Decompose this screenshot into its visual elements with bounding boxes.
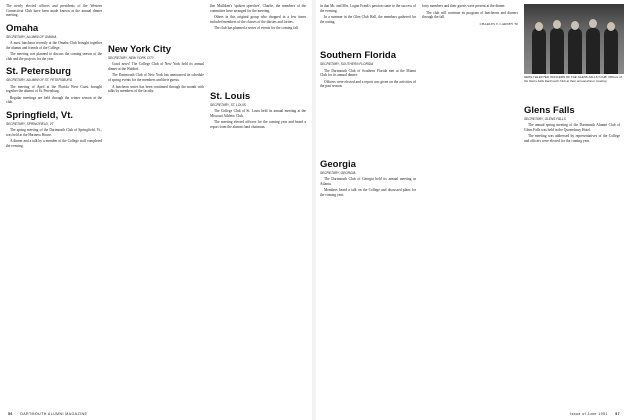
paragraph: Regular meetings are held through the winter season at the club. xyxy=(6,95,102,105)
paragraph: The meeting was planned to discuss the coming season of the club and the projects for the year. xyxy=(6,52,102,61)
section-title-omaha: Omaha xyxy=(6,22,39,34)
section-title-st-louis: St. Louis xyxy=(210,90,251,102)
paragraph: The annual spring meeting of the Dartmouth Alumni Club of Glens Falls was held in the Queensbury Hotel. xyxy=(524,123,620,132)
paragraph: The College Club of St. Louis held its annual meeting at the Missouri Athletic Club. xyxy=(210,109,306,118)
section-title-glens-falls: Glens Falls xyxy=(524,105,575,116)
byline: SECRETARY, SOUTHERN FLORIDA xyxy=(320,62,374,67)
footer-issue: Issue of June 1951 xyxy=(570,412,608,416)
paragraph: The club will continue its program of luncheons and dinners through the fall. xyxy=(422,10,518,20)
paragraph: in that Mr. and Mrs. Logan Frank's passion came to the success of the evening. xyxy=(320,4,416,13)
left-col-2 xyxy=(108,4,204,96)
left-col-3 xyxy=(210,4,306,132)
right-page xyxy=(316,0,628,420)
paragraph: The spring meeting of the Dartmouth Club of Springfield, Vt., was held at the Hartness House. xyxy=(6,128,102,137)
byline: SECRETARY, GEORGIA xyxy=(320,170,356,175)
paragraph: The meeting was addressed by representatives of the College and officers were elected for the coming year. xyxy=(524,134,620,143)
paragraph: Jim Mulliken's 'spoken speeches', Charlie, the members of the committee have arranged for the meeting. xyxy=(210,4,306,13)
right-col-2 xyxy=(422,4,518,28)
paragraph: The meeting elected officers for the coming year and heard a report from the alumni fund chairman. xyxy=(210,120,306,129)
paragraph: The meeting of April at the Florida West Coast brought together the alumni of St. Petersburg. xyxy=(6,84,102,94)
paragraph: A dinner and a talk by a member of the College staff completed the evening. xyxy=(6,139,102,148)
paragraph: forty members and their guests were present at the dinner. xyxy=(422,4,506,8)
page-number: 57 xyxy=(615,412,620,416)
section-title-georgia: Georgia xyxy=(320,158,356,170)
right-col-3 xyxy=(524,100,620,146)
left-page xyxy=(0,0,312,420)
section-title-st-petersburg: St. Petersburg xyxy=(6,66,71,78)
paragraph: Officers were elected and a report was given on the activities of the past season. xyxy=(320,79,416,89)
paragraph: In a summer in the Glen Club Hall, the members gathered for the outing. xyxy=(320,15,416,24)
paragraph: A most luncheon recently at the Omaha Club brought together the alumni and friends of the College. xyxy=(6,40,102,50)
byline: SECRETARY, SPRINGFIELD, VT. xyxy=(6,121,55,126)
photo-caption: NEWLY ELECTED OFFICERS OF THE GLENS FALLS CLUB: Officers of the Glens Falls Dartmouth Club at their annual dinner meeting. xyxy=(524,75,622,83)
paragraph: Good news! The College Club of New York held its annual dinner at the Waldorf. xyxy=(108,62,204,71)
byline: SECRETARY, GLENS FALLS xyxy=(524,117,566,121)
club-officers-photo xyxy=(524,4,624,74)
paragraph: The Dartmouth Club of New York has announced its schedule of spring events for the members and their guests. xyxy=(108,73,204,82)
byline: SECRETARY, ALUMNI OF ST. PETERSBURG xyxy=(6,78,73,83)
page-number: 56 xyxy=(8,412,13,416)
section-title-southern-florida: Southern Florida xyxy=(320,50,396,62)
left-footer xyxy=(8,412,87,416)
byline: SECRETARY, ST. LOUIS xyxy=(210,102,246,107)
footer-title: DARTMOUTH ALUMNI MAGAZINE xyxy=(20,412,88,416)
right-col-1 xyxy=(320,4,416,200)
left-col-1 xyxy=(6,4,102,151)
byline: SECRETARY, NEW YORK CITY xyxy=(108,56,155,60)
right-footer xyxy=(570,412,620,416)
paragraph: Members heard a talk on the College and discussed plans for the coming year. xyxy=(320,188,416,197)
byline: SECRETARY, ALUMNI OF OMAHA xyxy=(6,34,57,39)
paragraph: The club has planned a series of events for the coming fall. xyxy=(214,26,299,31)
paragraph: The Dartmouth Club of Georgia held its annual meeting in Atlanta. xyxy=(320,177,416,186)
section-title-new-york-city: New York City xyxy=(108,44,172,55)
intro-paragraph: The newly elected officers and presidents of the Western Connecticut Club have been made known at the annual dinner meeting. xyxy=(6,4,102,18)
section-title-springfield: Springfield, Vt. xyxy=(6,109,74,121)
paragraph: Others in this original group who dropped in a few times included members of the classes of the thirties and forties. xyxy=(210,15,306,24)
paragraph: The Dartmouth Club of Southern Florida met at the Miami Club for its annual dinner. xyxy=(320,68,416,78)
paragraph: A luncheon series has been continued through the month with talks by members of the faculty. xyxy=(108,84,204,94)
signature: CHARLES T. CARNEY '30 xyxy=(479,21,518,26)
